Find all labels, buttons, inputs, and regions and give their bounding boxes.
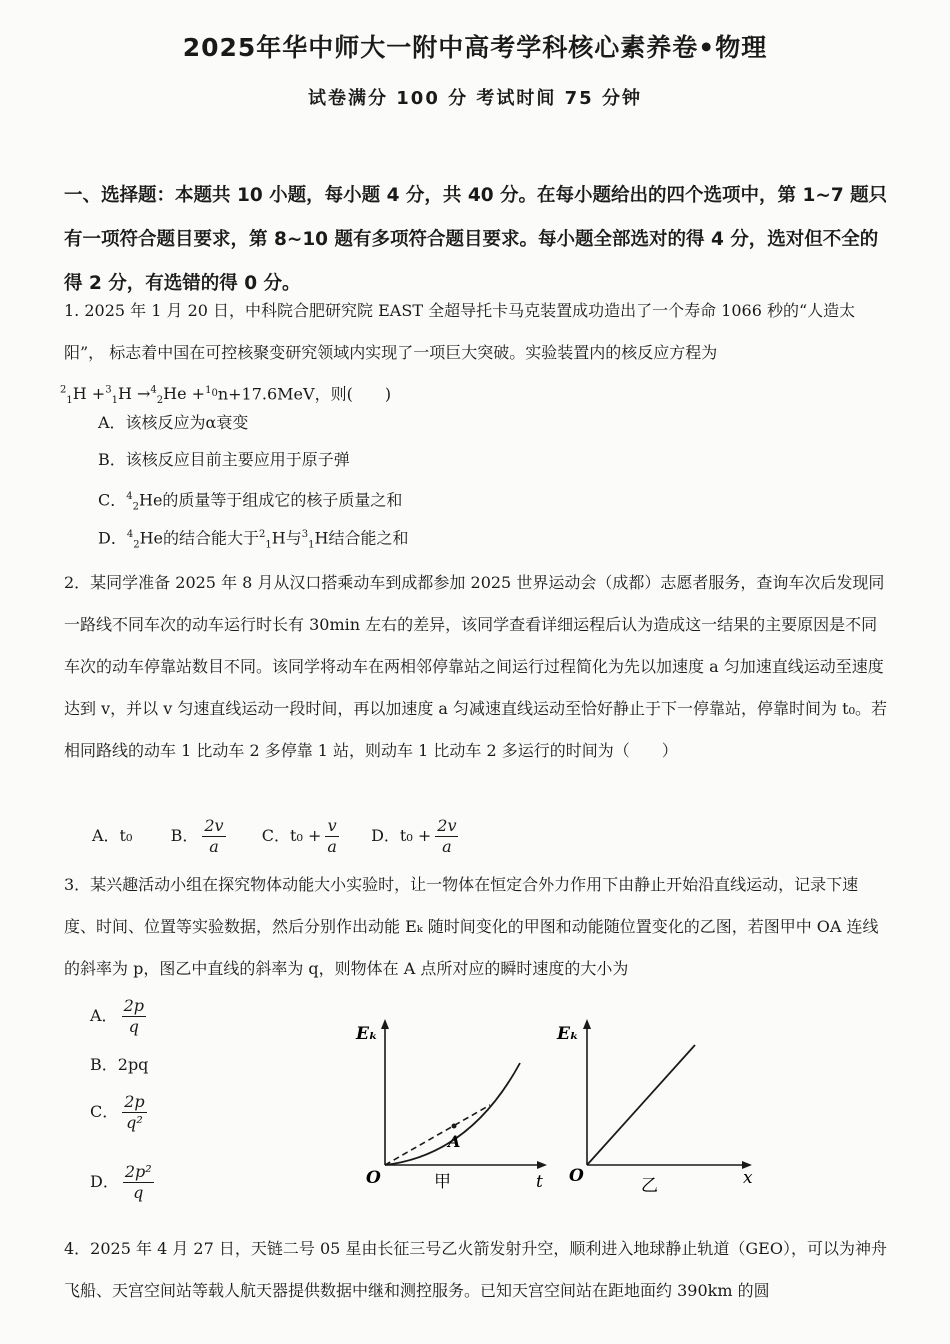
graph-jia-x-arrow xyxy=(537,1161,547,1169)
graph-yi-origin: O xyxy=(569,1166,584,1186)
option-d-text-3: H结合能之和 xyxy=(314,528,409,548)
question-2-options xyxy=(92,814,462,858)
graph-jia xyxy=(350,1015,560,1195)
question-1-equation: $^2_1$H +$^3_1$H →$^4_2$He +$^{1_0}$n+17.6MeV，则( ) xyxy=(60,384,392,407)
question-3-option-a: A． $\frac{2p}{q}$ xyxy=(90,996,144,1036)
exam-subtitle: 试卷满分 100 分 考试时间 75 分钟 xyxy=(308,88,642,109)
equation-tail: n+17.6MeV，则( ) xyxy=(217,384,392,404)
option-c-text: He的质量等于组成它的核子质量之和 xyxy=(139,490,403,510)
exam-title: 2025年华中师大一附中高考学科核心素养卷•物理 xyxy=(182,33,768,62)
graph-yi-x-label: x xyxy=(743,1168,753,1188)
question-1-option-d: D．$^4_2$He的结合能大于$^2_1$H与$^3_1$H结合能之和 xyxy=(98,528,409,551)
graph-yi-y-label: Eₖ xyxy=(557,1024,579,1044)
graph-jia-y-arrow xyxy=(381,1019,389,1029)
question-3-option-c: C． $\frac{2p}{\text{q²}}$ xyxy=(90,1092,145,1132)
question-1-stem: 1. 2025 年 1 月 20 日，中科院合肥研究院 EAST 全超导托卡马克装置成功造出了一个寿命 1066 秒的“人造太阳”， 标志着中国在可控核聚变研究领域内实现了一项巨大突破。实验装置内的核反应方程为 xyxy=(64,301,856,362)
graph-yi-y-arrow xyxy=(583,1019,591,1029)
question-2-option-b-label: B． xyxy=(170,826,199,845)
option-d-text-2: H与 xyxy=(271,528,302,548)
q3-option-c-fraction: $\frac{2p}{\text{q²}}$ xyxy=(124,1092,145,1132)
question-4-stem: 4．2025 年 4 月 27 日，天链二号 05 星由长征三号乙火箭发射升空，顺利进入地球静止轨道（GEO），可以为神舟飞船、天宫空间站等载人航天器提供数据中继和测控服务。已知天宫空间站在距地面约 390km 的圆 xyxy=(64,1239,887,1300)
option-d-text-1: He的结合能大于 xyxy=(139,528,260,548)
question-2-stem: 2．某同学准备 2025 年 8 月从汉口搭乘动车到成都参加 2025 世界运动会（成都）志愿者服务，查询车次后发现同一路线不同车次的动车运行时长有 30min 左右的差异，该同学查看详细运程后认为造成这一结果的主要原因是不同车次的动车停靠站数目不同。该同学将动车在两相邻停靠站之间运行过程简化为先以加速度 a 匀加速直线运动至速度达到 v，并以 v 匀速直线运动一段时间，再以加速度 a 匀减速直线运动至恰好静止于下一停靠站，停靠时间为 t₀。若相同路线的动车 1 比动车 2 多停靠 1 站，则动车 1 比动车 2 多运行的时间为（ ） xyxy=(64,573,887,760)
question-1-option-a: A．该核反应为α衰变 xyxy=(98,413,249,432)
q3-option-d-fraction: $\frac{\text{2p²}}{q}$ xyxy=(124,1162,152,1202)
graph-jia-point-a xyxy=(452,1124,457,1129)
question-1-option-c: C．$^4_2$He的质量等于组成它的核子质量之和 xyxy=(98,490,403,513)
question-2-option-c-label: C．t₀ + xyxy=(261,826,322,845)
question-3-option-d: D． $\frac{\text{2p²}}{q}$ xyxy=(90,1162,152,1202)
question-2-option-a: A．t₀ xyxy=(92,826,133,845)
graph-jia-point-a-label: A xyxy=(448,1132,461,1151)
graph-jia-oa-line xyxy=(385,1105,490,1165)
question-2-option-d-fraction: $\frac{2v}{a}$ xyxy=(437,816,457,856)
graph-jia-origin: O xyxy=(366,1168,381,1188)
question-1-option-b: B．该核反应目前主要应用于原子弹 xyxy=(98,450,350,469)
graph-yi-caption: 乙 xyxy=(641,1176,658,1195)
question-2-option-b-fraction: $\frac{2v}{a}$ xyxy=(204,816,224,856)
section-instructions: 一、选择题：本题共 10 小题，每小题 4 分，共 40 分。在每小题给出的四个选项中，第 1~7 题只有一项符合题目要求，第 8~10 题有多项符合题目要求。每小题全部选对的得 4 分，选对但不全的得 2 分，有选错的得 0 分。 xyxy=(64,185,888,294)
q3-option-a-fraction: $\frac{2p}{q}$ xyxy=(123,996,144,1036)
graph-jia-caption: 甲 xyxy=(434,1172,451,1192)
graph-yi-line xyxy=(587,1045,695,1165)
graph-jia-y-label: Eₖ xyxy=(356,1024,378,1044)
graph-yi xyxy=(555,1015,765,1195)
question-2-option-c-fraction: $\frac{v}{a}$ xyxy=(327,816,337,856)
graph-jia-x-label: t xyxy=(536,1172,543,1192)
question-3-stem: 3．某兴趣活动小组在探究物体动能大小实验时，让一物体在恒定合外力作用下由静止开始沿直线运动，记录下速度、时间、位置等实验数据，然后分别作出动能 Eₖ 随时间变化的甲图和动能随位置变化的乙图，若图甲中 OA 连线的斜率为 p，图乙中直线的斜率为 q，则物体在 A 点所对应的瞬时速度的大小为 xyxy=(64,875,879,978)
question-2-option-d-label: D．t₀ + xyxy=(371,826,432,845)
question-3-option-b: B．2pq xyxy=(90,1055,149,1074)
